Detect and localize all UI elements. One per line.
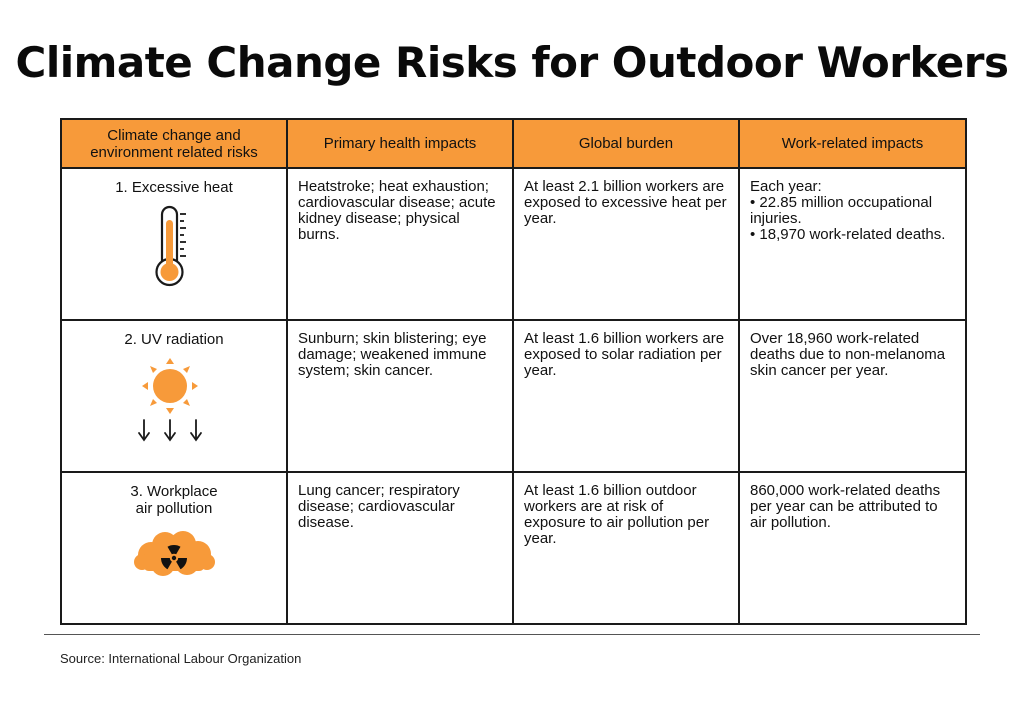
page-title: Climate Change Risks for Outdoor Workers bbox=[15, 38, 1009, 87]
burden-cell: At least 1.6 billion outdoor workers are at risk of exposure to air pollution per year. bbox=[513, 472, 739, 624]
work-item-text: 22.85 million occupational injuries. bbox=[750, 194, 933, 227]
risks-table bbox=[60, 118, 967, 625]
risk-cell bbox=[61, 320, 287, 472]
work-item-text: 18,970 work-related deaths. bbox=[759, 226, 946, 243]
risk-name: 3. Workplace bbox=[130, 483, 218, 500]
work-cell: Over 18,960 work-related deaths due to non-melanoma skin cancer per year. bbox=[739, 320, 966, 472]
list-item: • 22.85 million occupational injuries. bbox=[750, 194, 933, 227]
table-row bbox=[61, 168, 966, 320]
risk-name: air pollution bbox=[135, 500, 213, 517]
source-note: Source: International Labour Organization bbox=[60, 651, 302, 666]
table-row bbox=[61, 472, 966, 624]
work-intro: Each year: bbox=[750, 178, 822, 195]
health-cell: Lung cancer; respiratory disease; cardiovascular disease. bbox=[287, 472, 513, 624]
work-cell bbox=[739, 168, 966, 320]
list-item: • 18,970 work-related deaths. bbox=[750, 226, 946, 243]
risk-name: 1. Excessive heat bbox=[115, 179, 233, 196]
header-health: Primary health impacts bbox=[287, 119, 513, 168]
header-work: Work-related impacts bbox=[739, 119, 966, 168]
header-burden: Global burden bbox=[513, 119, 739, 168]
risk-cell bbox=[61, 472, 287, 624]
table-header-row bbox=[61, 119, 966, 168]
table-row bbox=[61, 320, 966, 472]
radioactive-cloud-icon bbox=[131, 529, 217, 579]
thermometer-icon bbox=[154, 204, 194, 290]
health-cell: Heatstroke; heat exhaustion; cardiovascular disease; acute kidney disease; physical burns. bbox=[287, 168, 513, 320]
risk-name: 2. UV radiation bbox=[124, 331, 224, 348]
sun-rays-icon bbox=[134, 356, 214, 448]
header-risks: Climate change and environment related risks bbox=[61, 119, 287, 168]
divider bbox=[44, 634, 980, 635]
burden-cell: At least 2.1 billion workers are exposed to excessive heat per year. bbox=[513, 168, 739, 320]
work-cell: 860,000 work-related deaths per year can be attributed to air pollution. bbox=[739, 472, 966, 624]
health-cell: Sunburn; skin blistering; eye damage; weakened immune system; skin cancer. bbox=[287, 320, 513, 472]
burden-cell: At least 1.6 billion workers are exposed to solar radiation per year. bbox=[513, 320, 739, 472]
risk-cell bbox=[61, 168, 287, 320]
